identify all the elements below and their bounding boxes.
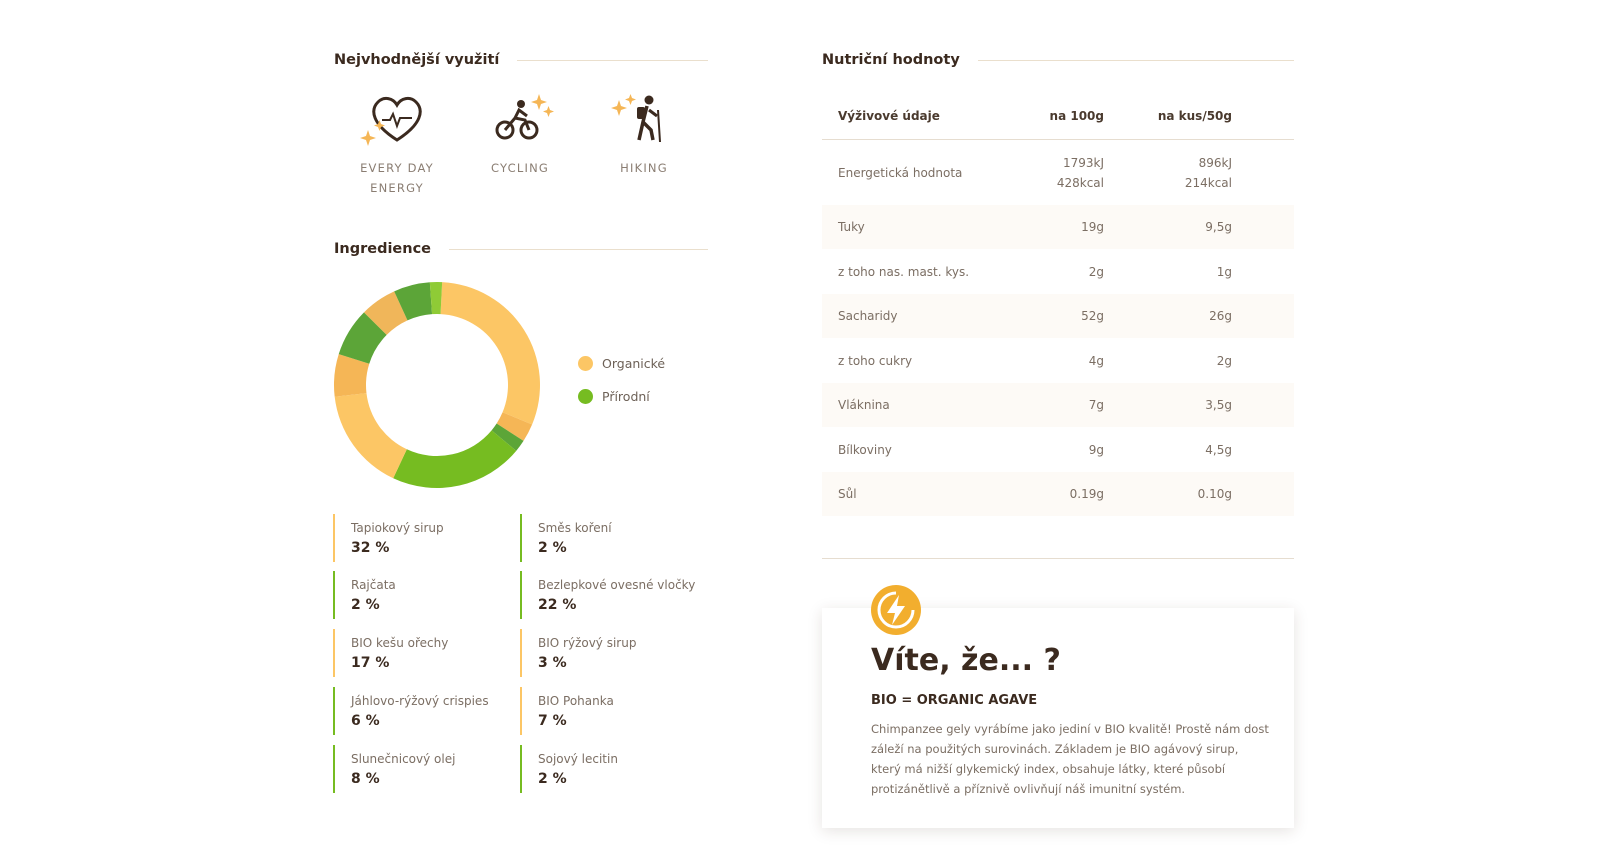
ingredient-item bbox=[333, 687, 503, 735]
ingredients-donut-chart bbox=[332, 280, 542, 490]
row-name: Tuky bbox=[838, 220, 865, 234]
ingredient-percent: 2 % bbox=[351, 597, 380, 613]
nutrition-title: Nutriční hodnoty bbox=[822, 52, 960, 68]
row-per100: 19g bbox=[1081, 220, 1104, 234]
usage-section-header bbox=[334, 52, 708, 68]
did-you-know-text: Chimpanzee gely vyrábíme jako jediní v BIO kvalitě! Prostě nám dost záleží na použitých surovinách. Základem je BIO agávový sirup, který má nižší glykemický index, obsahuje látky, které působí protizánětlivě a příznivě ovlivňují náš imunitní systém. bbox=[871, 722, 1269, 796]
donut-slice bbox=[335, 393, 407, 478]
nutrition-table-header bbox=[822, 92, 1294, 140]
ingredient-name: Rajčata bbox=[351, 578, 396, 592]
legend-organic bbox=[578, 353, 665, 372]
row-per100: 0.19g bbox=[1069, 487, 1104, 501]
col-header-per100: na 100g bbox=[1049, 108, 1104, 123]
ingredient-item bbox=[520, 571, 696, 619]
table-row bbox=[822, 472, 1294, 516]
row-per100: 2g bbox=[1088, 264, 1104, 279]
ingredient-name: BIO Pohanka bbox=[538, 694, 614, 708]
table-row bbox=[822, 140, 1294, 205]
ingredients-divider bbox=[449, 249, 708, 250]
ingredients-title: Ingredience bbox=[334, 241, 432, 257]
row-perpiece: 9,5g bbox=[1205, 220, 1232, 234]
ingredient-item bbox=[520, 514, 690, 562]
legend-organic-dot bbox=[578, 356, 593, 371]
ingredient-name: Jáhlovo-rýžový crispies bbox=[351, 694, 489, 708]
ingredient-name: Tapiokový sirup bbox=[351, 521, 444, 535]
row-name: Bílkoviny bbox=[838, 442, 892, 457]
table-row bbox=[822, 383, 1294, 427]
legend-natural-dot bbox=[578, 389, 593, 404]
col-header-perpiece: na kus/50g bbox=[1157, 108, 1232, 123]
row-name: z toho nas. mast. kys. bbox=[838, 264, 970, 279]
usage-label-everyday: EVERY DAY ENERGY bbox=[360, 161, 434, 195]
ingredient-percent: 32 % bbox=[351, 540, 390, 556]
col-header-name: Výživové údaje bbox=[838, 108, 940, 123]
row-per100 bbox=[1032, 153, 1104, 193]
nutrition-bottom-divider bbox=[822, 558, 1294, 559]
ingredient-item bbox=[333, 514, 503, 562]
did-you-know-title: Víte, že... ? bbox=[871, 643, 1061, 678]
lightning-icon bbox=[871, 585, 921, 635]
usage-title: Nejvhodnější využití bbox=[334, 52, 500, 68]
donut-slice bbox=[393, 430, 516, 488]
did-you-know-card bbox=[822, 608, 1294, 828]
table-row bbox=[822, 338, 1294, 383]
value-kj: 896kJ bbox=[1198, 155, 1232, 170]
ingredient-item bbox=[333, 629, 503, 677]
table-row bbox=[822, 427, 1294, 472]
row-perpiece: 0.10g bbox=[1197, 487, 1232, 501]
ingredient-item bbox=[520, 745, 690, 793]
legend-natural bbox=[578, 386, 650, 405]
table-row bbox=[822, 294, 1294, 338]
usage-item-hiking bbox=[574, 90, 714, 178]
ingredient-item bbox=[333, 745, 503, 793]
value-kj: 1793kJ bbox=[1062, 155, 1104, 170]
row-perpiece: 4,5g bbox=[1205, 442, 1232, 457]
ingredient-percent: 17 % bbox=[351, 655, 390, 671]
ingredient-item bbox=[333, 571, 503, 619]
value-kcal: 214kcal bbox=[1184, 175, 1232, 190]
legend-natural-label: Přírodní bbox=[602, 389, 650, 404]
heart-icon bbox=[352, 90, 442, 150]
did-you-know-subtitle: BIO = ORGANIC AGAVE bbox=[871, 693, 1038, 708]
nutrition-divider bbox=[978, 60, 1294, 61]
table-row bbox=[822, 205, 1294, 249]
ingredient-percent: 6 % bbox=[351, 713, 380, 729]
nutrition-table bbox=[822, 92, 1294, 516]
row-per100: 52g bbox=[1081, 309, 1104, 323]
ingredient-name: Směs koření bbox=[538, 521, 612, 535]
donut-slice bbox=[441, 282, 540, 424]
ingredient-percent: 22 % bbox=[538, 597, 577, 613]
ingredient-item bbox=[520, 629, 690, 677]
row-perpiece: 2g bbox=[1216, 353, 1232, 368]
usage-divider bbox=[517, 60, 708, 61]
usage-item-everyday bbox=[327, 90, 467, 198]
nutrition-section-header bbox=[822, 52, 1294, 68]
cyclist-icon bbox=[475, 90, 565, 150]
row-per100: 7g bbox=[1088, 398, 1104, 412]
ingredient-name: BIO rýžový sirup bbox=[538, 636, 637, 650]
usage-item-cycling bbox=[450, 90, 590, 178]
row-per100: 4g bbox=[1088, 353, 1104, 368]
row-per100: 9g bbox=[1088, 442, 1104, 457]
ingredient-name: Sojový lecitin bbox=[538, 752, 618, 766]
ingredient-percent: 8 % bbox=[351, 771, 380, 787]
legend-organic-label: Organické bbox=[602, 356, 666, 371]
ingredient-percent: 7 % bbox=[538, 713, 567, 729]
ingredient-name: Bezlepkové ovesné vločky bbox=[538, 578, 696, 592]
ingredients-section-header bbox=[334, 241, 708, 257]
table-row bbox=[822, 249, 1294, 294]
usage-label-hiking: HIKING bbox=[620, 161, 668, 175]
ingredient-percent: 3 % bbox=[538, 655, 567, 671]
row-perpiece bbox=[1104, 153, 1232, 193]
row-name: Sůl bbox=[838, 487, 857, 501]
ingredient-name: BIO kešu ořechy bbox=[351, 636, 449, 650]
usage-label-cycling: CYCLING bbox=[491, 161, 549, 175]
row-name: Energetická hodnota bbox=[838, 165, 963, 180]
row-name: z toho cukry bbox=[838, 353, 913, 368]
hiker-icon bbox=[599, 90, 689, 150]
ingredient-percent: 2 % bbox=[538, 540, 567, 556]
row-name: Sacharidy bbox=[838, 309, 898, 323]
value-kcal: 428kcal bbox=[1056, 175, 1104, 190]
row-perpiece: 26g bbox=[1209, 309, 1232, 323]
ingredient-percent: 2 % bbox=[538, 771, 567, 787]
row-perpiece: 3,5g bbox=[1205, 398, 1232, 412]
ingredient-name: Slunečnicový olej bbox=[351, 752, 456, 766]
row-perpiece: 1g bbox=[1216, 264, 1232, 279]
row-name: Vláknina bbox=[838, 398, 890, 412]
ingredient-item bbox=[520, 687, 690, 735]
